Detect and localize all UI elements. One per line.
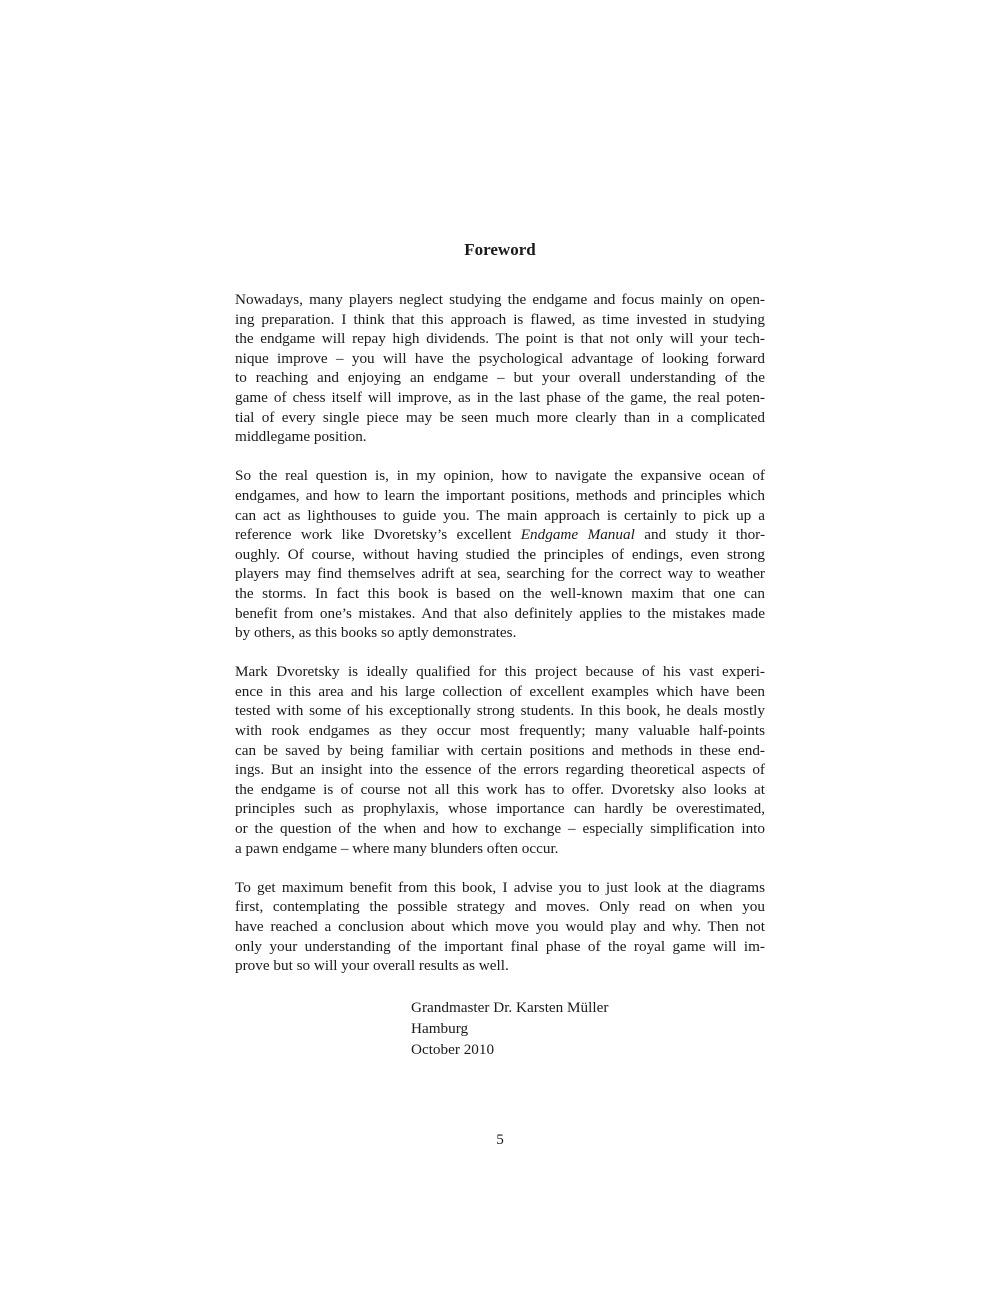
- text-line: middlegame position.: [235, 428, 367, 446]
- text-line: So the real question is, in my opinion, how to navigate the expansive ocean of: [235, 467, 765, 485]
- text-line: the endgame is of course not all this work has to offer. Dvoretsky also looks at: [235, 780, 765, 798]
- paragraph-2: [235, 466, 765, 642]
- signature-block: [411, 997, 608, 1060]
- page-number: 5: [496, 1131, 504, 1148]
- text-line: tested with some of his exceptionally strong students. In this book, he deals mostly: [235, 702, 765, 720]
- text-line: have reached a conclusion about which move you would play and why. Then not: [235, 918, 765, 935]
- text-line: prove but so will your overall results as well.: [235, 957, 509, 975]
- text-run: reference work like Dvoretsky’s excellent: [235, 526, 521, 544]
- text-line: game of chess itself will improve, as in the last phase of the game, the real poten-: [235, 388, 765, 406]
- author-place: Hamburg: [411, 1020, 469, 1037]
- text-line: a pawn endgame – where many blunders often occur.: [235, 839, 559, 857]
- paragraph-4: [235, 878, 765, 976]
- text-line: ings. But an insight into the essence of the errors regarding theoretical aspects of: [235, 761, 765, 779]
- text-line: or the question of the when and how to exchange – especially simplification into: [235, 820, 765, 838]
- book-title: Endgame Manual: [520, 526, 635, 544]
- text-line: ence in this area and his large collection of excellent examples which have been: [235, 682, 765, 700]
- paragraph-1: [235, 290, 765, 447]
- text-line: the storms. In fact this book is based on the well-known maxim that one can: [235, 584, 765, 602]
- text-line: first, contemplating the possible strategy and moves. Only read on when you: [235, 898, 765, 916]
- text-line: Mark Dvoretsky is ideally qualified for this project because of his vast experi-: [235, 663, 765, 681]
- text-line: nique improve – you will have the psychological advantage of looking forward: [235, 349, 765, 367]
- signature-date: October 2010: [411, 1041, 495, 1058]
- text-line: tial of every single piece may be seen much more clearly than in a complicated: [235, 408, 765, 426]
- text-line: players may find themselves adrift at sea, searching for the correct way to weather: [235, 565, 765, 583]
- paragraph-3: [235, 662, 765, 858]
- text-line: To get maximum benefit from this book, I advise you to just look at the diagrams: [235, 878, 765, 896]
- text-line: endgames, and how to learn the important positions, methods and principles which: [235, 486, 765, 504]
- text-line: the endgame will repay high dividends. The point is that not only will your tech-: [235, 330, 765, 348]
- text-line: Nowadays, many players neglect studying the endgame and focus mainly on open-: [235, 291, 765, 308]
- text-line: with rook endgames as they occur most frequently; many valuable half-points: [235, 722, 765, 740]
- page-title: Foreword: [464, 240, 536, 259]
- text-line-with-title: [235, 525, 765, 545]
- text-line: principles such as prophylaxis, whose importance can hardly be overestimated,: [235, 800, 765, 818]
- text-line: ing preparation. I think that this approach is flawed, as time invested in studying: [235, 310, 765, 328]
- text-line: can act as lighthouses to guide you. The main approach is certainly to pick up a: [235, 506, 765, 524]
- text-line: by others, as this books so aptly demonstrates.: [235, 624, 517, 642]
- text-line: only your understanding of the important final phase of the royal game will im-: [235, 937, 765, 955]
- text-line: can be saved by being familiar with certain positions and methods in these end-: [235, 741, 765, 759]
- author-name: Grandmaster Dr. Karsten Müller: [411, 999, 609, 1016]
- text-line: oughly. Of course, without having studied the principles of endings, even strong: [235, 545, 765, 563]
- foreword-body: [235, 290, 765, 995]
- text-line: to reaching and enjoying an endgame – but your overall understanding of the: [235, 369, 765, 387]
- text-run: and study it thor-: [634, 526, 765, 544]
- text-line: benefit from one’s mistakes. And that also definitely applies to the mistakes made: [235, 604, 765, 622]
